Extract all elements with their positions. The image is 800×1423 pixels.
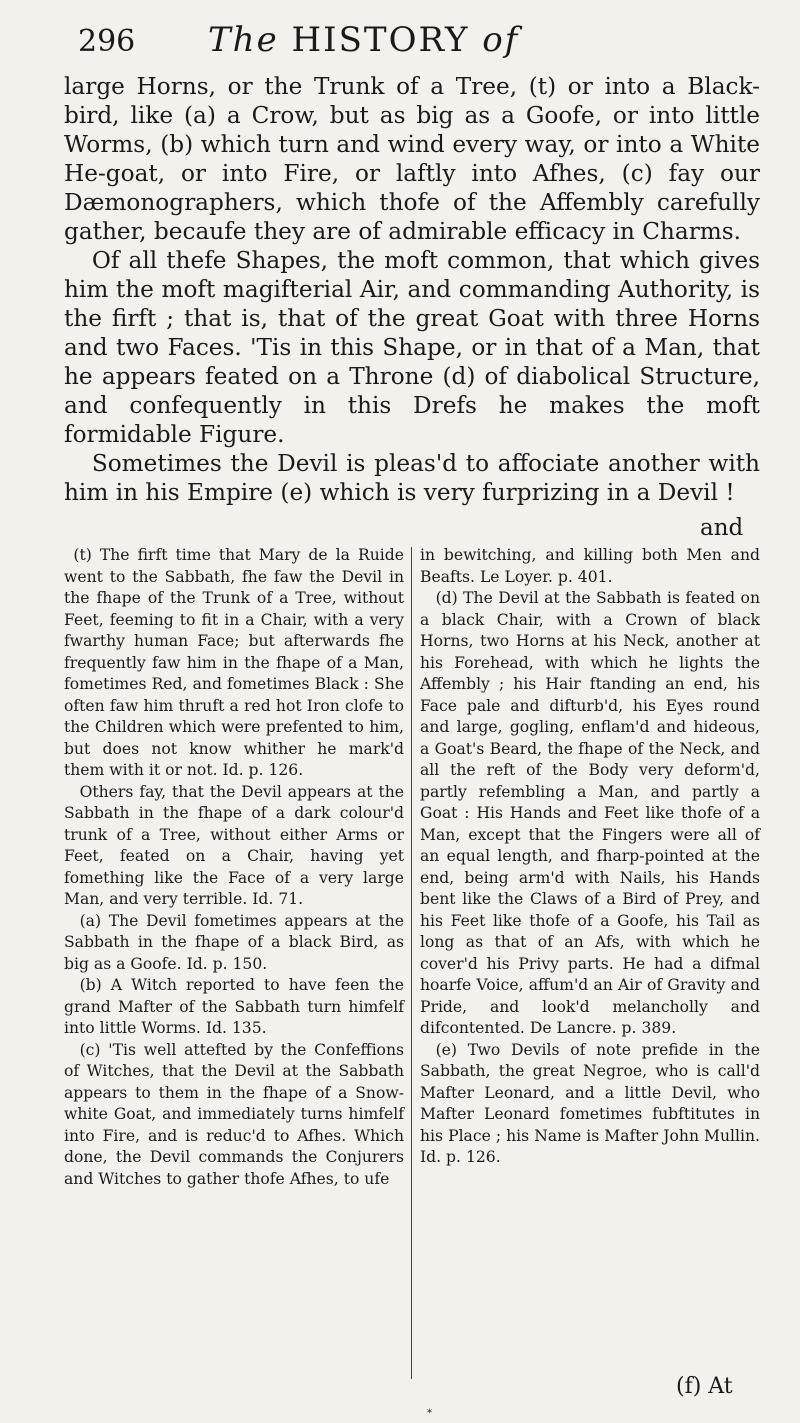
page-number: 296 — [78, 24, 136, 59]
running-header — [78, 20, 740, 68]
footnotes-right-column — [420, 545, 760, 1169]
column-divider — [411, 547, 412, 1379]
footnote-others: Others fay, that the Devil appears at the Sabbath in the fhape of a dark colour'd trunk of a Tree, without either Arms or Feet, feated on a Chair, having yet fomething like the Face of a very large Man, and very terrible. Id. 71. — [64, 782, 404, 908]
footnote-d: (d) The Devil at the Sabbath is feated on a black Chair, with a Crown of black Horns, two Horns at his Neck, another at his Forehead, with which he lights the Affembly ; his Hair ftanding an end, his Face pale and difturb'd, his Eyes round and large, gogling, enflam'd and hideous, a Goat's Beard, the fhape of the Neck, and all the reft of the Body very deform'd, partly refembling a Man, and partly a Goat : His Hands and Feet like thofe of a Man, except that the Fingers were all of an equal length, and fharp-pointed at the end, being arm'd with Nails, his Hands bent like the Claws of a Bird of Prey, and his Feet like thofe of a Goofe, his Tail as long as that of an Afs, with which he cover'd his Privy parts. He had a difmal hoarfe Voice, affum'd an Air of Gravity and Pride, and look'd melancholly and difcontented. De Lancre. p. 389. — [420, 589, 760, 1037]
title-history: HISTORY — [291, 20, 470, 60]
main-paragraph-1: large Horns, or the Trunk of a Tree, (t) or into a Black-bird, like (a) a Crow, but as big as a Goofe, or into little Worms, (b) which turn and wind every way, or into a White He-goat, or into Fire, or laftly into Afhes, (c) fay our Dæmonographers, which thofe of the Affembly carefully gather, becaufe they are of admirable efficacy in Charms. — [64, 73, 760, 245]
footnotes — [64, 545, 760, 1345]
footnote-c: (c) 'Tis well attefted by the Confeffions of Witches, that the Devil at the Sabbath appears to them in the fhape of a Snow-white Goat, and immediately turns himfelf into Fire, and is reduc'd to Afhes. Which done, the Devil commands the Conjurers and Witches to gather thofe Afhes, to ufe — [64, 1040, 404, 1188]
title-of: of — [482, 20, 520, 60]
main-text — [64, 72, 760, 507]
footnote-catchword: (f) At — [676, 1374, 733, 1399]
title-the: The — [208, 20, 279, 60]
footnote-t: (t) The firft time that Mary de la Ruide went to the Sabbath, fhe faw the Devil in the fhape of the Trunk of a Tree, without Feet, feeming to fit in a Chair, with a very fwarthy human Face; but afterwards fhe frequently faw him in the fhape of a Man, fometimes Red, and fometimes Black : She often faw him thruft a red hot Iron clofe to the Children which were prefented to him, but does not know whither he mark'd them with it or not. Id. p. 126. — [64, 546, 404, 779]
footnote-e: (e) Two Devils of note prefide in the Sabbath, the great Negroe, who is call'd Mafter Leonard, and a little Devil, who Mafter Leonard fometimes fubftitutes in his Place ; his Name is Mafter John Mullin. Id. p. 126. — [420, 1040, 760, 1166]
footnote-b: (b) A Witch reported to have feen the grand Mafter of the Sabbath turn himfelf into little Worms. Id. 135. — [64, 976, 404, 1037]
main-catchword: and — [700, 515, 744, 541]
footnote-a: (a) The Devil fometimes appears at the Sabbath in the fhape of a black Bird, as big as a Goofe. Id. p. 150. — [64, 911, 404, 973]
main-paragraph-3: Sometimes the Devil is pleas'd to affociate another with him in his Empire (e) which is very furprizing in a Devil ! — [64, 450, 760, 506]
main-paragraph-2: Of all thefe Shapes, the moft common, that which gives him the moft magifterial Air, and commanding Authority, is the firft ; that is, that of the great Goat with three Horns and two Faces. 'Tis in this Shape, or in that of a Man, that he appears feated on a Throne (d) of diabolical Structure, and confequently in this Drefs he makes the moft formidable Figure. — [64, 247, 760, 448]
footnote-c-continued: in bewitching, and killing both Men and Beafts. Le Loyer. p. 401. — [420, 546, 760, 586]
signature-mark: * — [427, 1408, 432, 1419]
footnotes-left-column — [64, 545, 404, 1190]
running-title — [208, 20, 519, 60]
